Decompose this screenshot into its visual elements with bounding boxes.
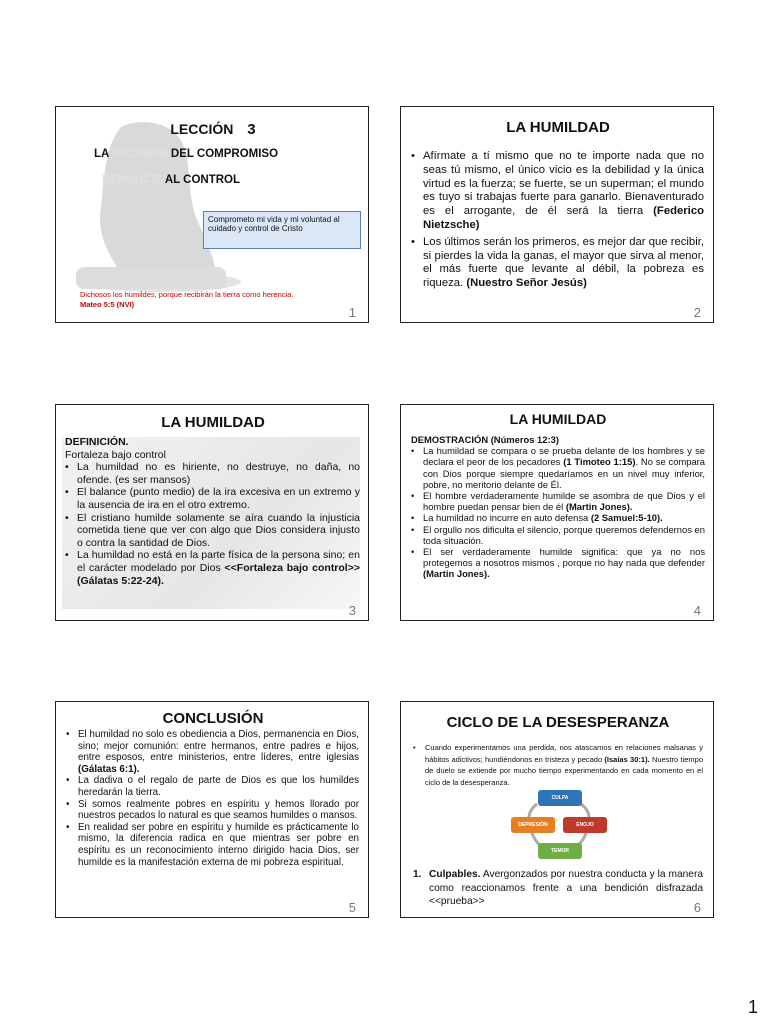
bullet-jesus: • Los últimos serán los primeros, es mejor dar que recibir, si pierdes la vida la ganas, el mayor que sirva al menor, el más fuerte que levante al débil, la pobreza es riqueza. (Nuestro Señor Jesús): [411, 236, 704, 291]
slide-number: 2: [693, 305, 701, 320]
page-number: 1: [747, 997, 758, 1017]
slide-number: 5: [348, 900, 356, 915]
slide-3: [55, 404, 369, 621]
demonstration-label: DEMOSTRACIÓN (Números 12:3): [411, 434, 559, 445]
list-item: • El cristiano humilde solamente se aíra cuando la injusticia cometida tiene que ver con algo que Dios considera injusto o contra la santidad de Dios.: [65, 512, 360, 550]
cycle-node-left: DEPRESIÓN: [511, 817, 555, 833]
slide-4: [400, 404, 714, 621]
lesson-line1-b: DEL COMPROMISO: [170, 148, 279, 160]
slide-title: LA HUMILDAD: [509, 411, 607, 427]
cycle-node-bottom: TEMOR: [538, 843, 582, 859]
list-item: • El ser verdaderamente humilde significa: que ya no nos protegemos a nosotros mismos , porque no hay nada que defender (Martin Jones).: [411, 546, 705, 580]
slide-title: LA HUMILDAD: [506, 119, 610, 136]
numbered-item-1: 1. Culpables. Avergonzados por nuestra conducta y la manera como reaccionamos frente a una bendición disfrazada <<prueba>>: [413, 869, 703, 908]
slide-number: 3: [348, 603, 356, 618]
definition-label: DEFINICIÓN.: [65, 436, 129, 448]
list-item: • La humildad no es hiriente, no destruye, no daña, no ofende. (es ser mansos): [65, 461, 360, 486]
beatitude-ref: Mateo 5:5 (NVI): [80, 300, 135, 309]
slide-2: [400, 106, 714, 323]
cycle-node-right: ENOJO: [563, 817, 607, 833]
lesson-line2-b: AL CONTROL: [164, 174, 241, 186]
slide-number: 1: [348, 305, 356, 320]
definition-subtitle: Fortaleza bajo control: [65, 448, 166, 461]
slide-6: [400, 701, 714, 918]
slide-5: [55, 701, 369, 918]
slide-1: [55, 106, 369, 323]
beatitude-quote: Dichosos los humildes, porque recibirán la tierra como herencia.: [80, 290, 294, 299]
slide-title: LA HUMILDAD: [161, 414, 265, 431]
cycle-diagram: [511, 790, 607, 860]
list-item: • El balance (punto medio) de la ira excesiva en un extremo y la ausencia de ira en el otro extremo.: [65, 486, 360, 511]
slide-title: CONCLUSIÓN: [162, 710, 264, 727]
slide-number: 4: [693, 603, 701, 618]
slide-title: CICLO DE LA DESESPERANZA: [446, 714, 670, 731]
lesson-line1-a: LA: [94, 148, 109, 160]
lesson-line1-ghost: DECISIÓN: [112, 148, 168, 160]
list-item: • El humildad no solo es obediencia a Dios, permanencia en Dios, sino; mejor comunión: entre hermanos, entre padres e hijos, entre esposos, entre ministerios, entre líderes, entre iglesias (Gálatas 6:1).: [66, 729, 359, 775]
cycle-node-top: CULPA: [538, 790, 582, 806]
slide-number: 6: [693, 900, 701, 915]
list-item: • La humildad no está en la parte física de la persona sino; en el carácter modelado por Dios <<Fortaleza bajo control>> (Gálatas 5:22-24).: [65, 549, 360, 587]
commitment-box: [203, 211, 361, 249]
list-item: • La humildad no incurre en auto defensa (2 Samuel:5-10).: [411, 512, 705, 523]
lesson-title: LECCIÓN: [170, 121, 234, 137]
commitment-text: Comprometo mi vida y mi voluntad al cuidado y control de Cristo: [208, 215, 340, 233]
bullet-nietzsche: • Afírmate a tí mismo que no te importe nada que no seas tú mismo, el único vicio es la debilidad y la única virtud es la fuerza; se fuerte, se un superman; el mundo es tuyo si trabajas fuerte para ganarlo. Bienaventurado es el arrogante, de él será la tierra (Federico Nietzsche): [411, 150, 704, 233]
list-item: • El hombre verdaderamente humilde se asombra de que Dios y el hombre puedan pensar bien de él (Martin Jones).: [411, 490, 705, 512]
lesson-line2-ghost: RENUNCIE: [102, 174, 163, 186]
list-item: • La dadiva o el regalo de parte de Dios es que los humildes heredarán la tierra.: [66, 775, 359, 798]
list-item: • Si somos realmente pobres en espíritu y hemos llorado por nuestros pecados lo natural es que seamos humildes o mansos.: [66, 799, 359, 822]
list-item: • En realidad ser pobre en espíritu y humilde es prácticamente lo mismo, la diferencia radica en que mientras ser pobre en espíritu es un reconocimiento interno dirigido hacia Dios, ser humilde es la manifestación externa de mi pobreza espiritual.: [66, 822, 359, 868]
list-item: • El orgullo nos dificulta el silencio, porque queremos defendernos en toda situación.: [411, 524, 705, 546]
list-item: • Cuando experimentamos una perdida, nos atascamos en relaciones malsanas y hábitos adictivos; hundiéndonos en tristeza y pecado (Isaías 30:1). Nuestro tiempo de duelo se extiende por mucho tiempo experimentando en cada momento en el ciclo de la desesperanza.: [413, 742, 703, 788]
list-item: • La humildad se compara o se prueba delante de los hombres y se declara el peor de los pecadores (1 Timoteo 1:15). No se compara con Dios porque siempre quedaríamos en un nivel muy inferior, pobre, no meritorio delante de Él.: [411, 445, 705, 490]
lesson-number: 3: [247, 121, 256, 138]
